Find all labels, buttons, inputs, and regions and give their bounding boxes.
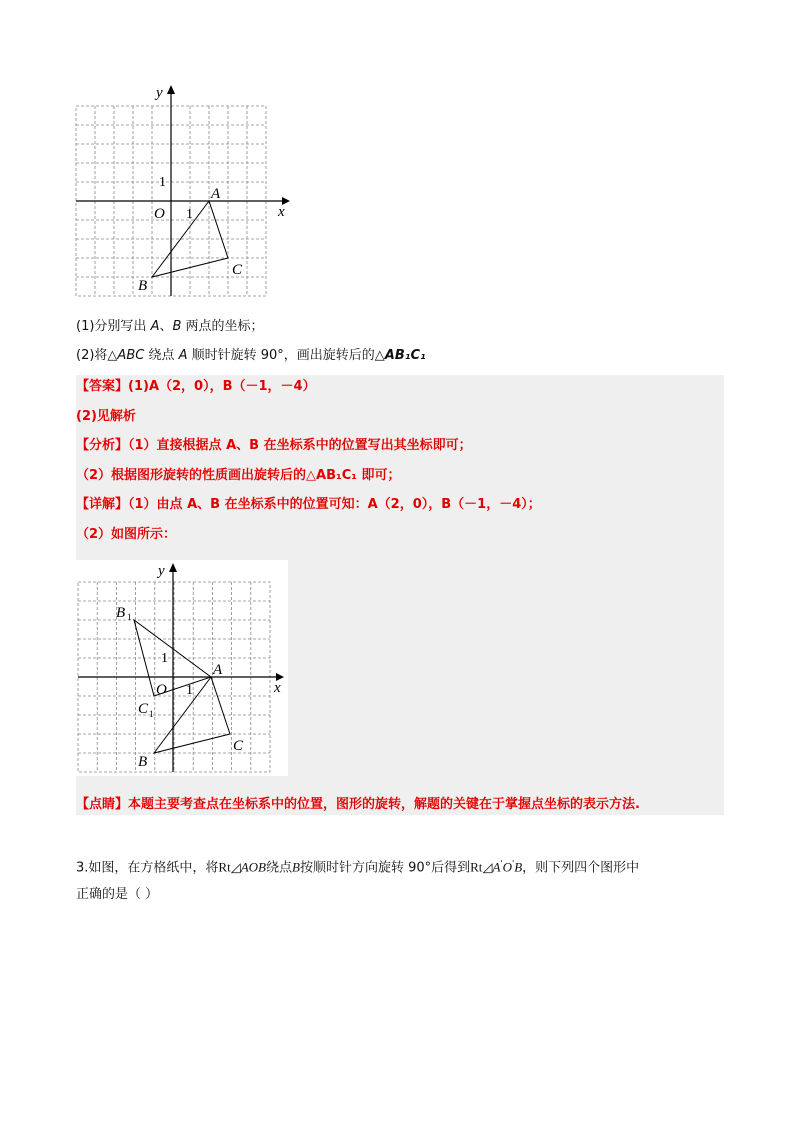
tick-one-x: 1	[186, 207, 193, 222]
answer-1: (1)A（2，0），B（－1，－4）	[128, 379, 316, 394]
point-b1-subscript: 1	[127, 612, 132, 622]
comment-text: 本题主要考查点在坐标系中的位置，图形的旋转，解题的关键在于掌握点坐标的表示方法.	[128, 797, 640, 812]
q1-point-a: A	[150, 319, 160, 334]
origin-label-2: O	[156, 682, 167, 698]
point-b-label-2: B	[138, 754, 148, 770]
figure-2-rotated-grid	[76, 560, 288, 776]
triangle-symbol-1: ◿	[230, 860, 241, 876]
q3-rt-1: Rt	[218, 859, 231, 875]
point-c-label-2: C	[233, 738, 244, 754]
tick-one-y-2: 1	[161, 651, 168, 666]
q3-text-d: ，则下列四个图形中	[522, 860, 640, 876]
y-label-2: y	[158, 563, 165, 579]
comment-line	[76, 796, 640, 814]
q2-point-a: A	[178, 348, 188, 363]
q3-text-c: 按顺时针方向旋转 90°后得到	[299, 860, 471, 876]
detail-1: （1）由点 A、B 在坐标系中的位置可知：A（2，0），B（－1，－4）；	[128, 497, 541, 512]
q3-point-b: B	[514, 859, 523, 875]
q3-pivot-b: B	[292, 859, 300, 875]
q3-line-1	[76, 855, 639, 877]
q3-rt-2: Rt	[470, 859, 483, 875]
figure-2-svg	[76, 560, 288, 776]
q1-prefix: (1)分别写出	[76, 319, 151, 334]
triangle-symbol-2: ◿	[482, 860, 493, 876]
analysis-tag: 【分析】	[76, 438, 129, 453]
analysis-1: （1）直接根据点 A、B 在坐标系中的位置写出其坐标即可；	[128, 438, 472, 453]
detail-tag: 【详解】	[76, 497, 129, 512]
q3-point-a-prime: A	[492, 859, 501, 875]
x-label-2: x	[274, 680, 281, 696]
comment-tag: 【点睛】	[76, 797, 129, 812]
figure-1-coordinate-grid	[70, 82, 300, 302]
tick-one-x-2: 1	[186, 683, 193, 698]
answer-tag: 【答案】	[76, 379, 129, 394]
q3-point-o-prime: O	[502, 859, 512, 875]
y-axis-arrow	[167, 85, 175, 94]
answer-line-2: (2)见解析	[76, 409, 136, 424]
point-c1-subscript: 1	[149, 709, 154, 719]
origin-label: O	[154, 206, 165, 222]
point-c-label: C	[232, 262, 243, 278]
y-label: y	[156, 85, 163, 101]
x-label: x	[278, 204, 285, 220]
point-a-label: A	[211, 186, 221, 202]
q1-point-b: B	[172, 319, 182, 334]
q2-prefix: (2)将△	[76, 348, 118, 363]
point-b-label: B	[138, 278, 148, 294]
detail-line-2: （2）如图所示：	[76, 527, 177, 542]
q2-result-triangle: AB₁C₁	[384, 348, 426, 363]
q3-text-a: 3.如图，在方格纸中，将	[76, 860, 219, 876]
q2-mid: 绕点	[144, 348, 179, 363]
q2-triangle: ABC	[117, 348, 145, 363]
question-part-2	[76, 347, 426, 365]
question-part-1	[76, 318, 264, 336]
point-a-label-2: A	[213, 662, 223, 678]
point-b1-label: B	[116, 605, 126, 621]
q1-suffix: 两点的坐标；	[181, 319, 264, 334]
y-axis-arrow-2	[169, 563, 177, 572]
analysis-line-1	[76, 437, 472, 455]
tick-one-y: 1	[159, 175, 166, 190]
q3-line-2: 正确的是（ ）	[76, 887, 159, 902]
q3-text-b: 绕点	[265, 860, 292, 876]
figure-1-svg	[70, 82, 300, 302]
answer-line-1	[76, 378, 316, 396]
q3-prime-o: '	[511, 859, 515, 868]
point-c1-label: C	[138, 701, 149, 717]
q1-separator: 、	[159, 319, 173, 334]
analysis-line-2: （2）根据图形旋转的性质画出旋转后的△AB₁C₁ 即可；	[76, 468, 401, 483]
q3-triangle-aob: AOB	[240, 859, 266, 875]
detail-line-1	[76, 496, 541, 514]
q2-suffix: 顺时针旋转 90°，画出旋转后的△	[187, 348, 385, 363]
q3-prime-a: '	[500, 859, 503, 868]
